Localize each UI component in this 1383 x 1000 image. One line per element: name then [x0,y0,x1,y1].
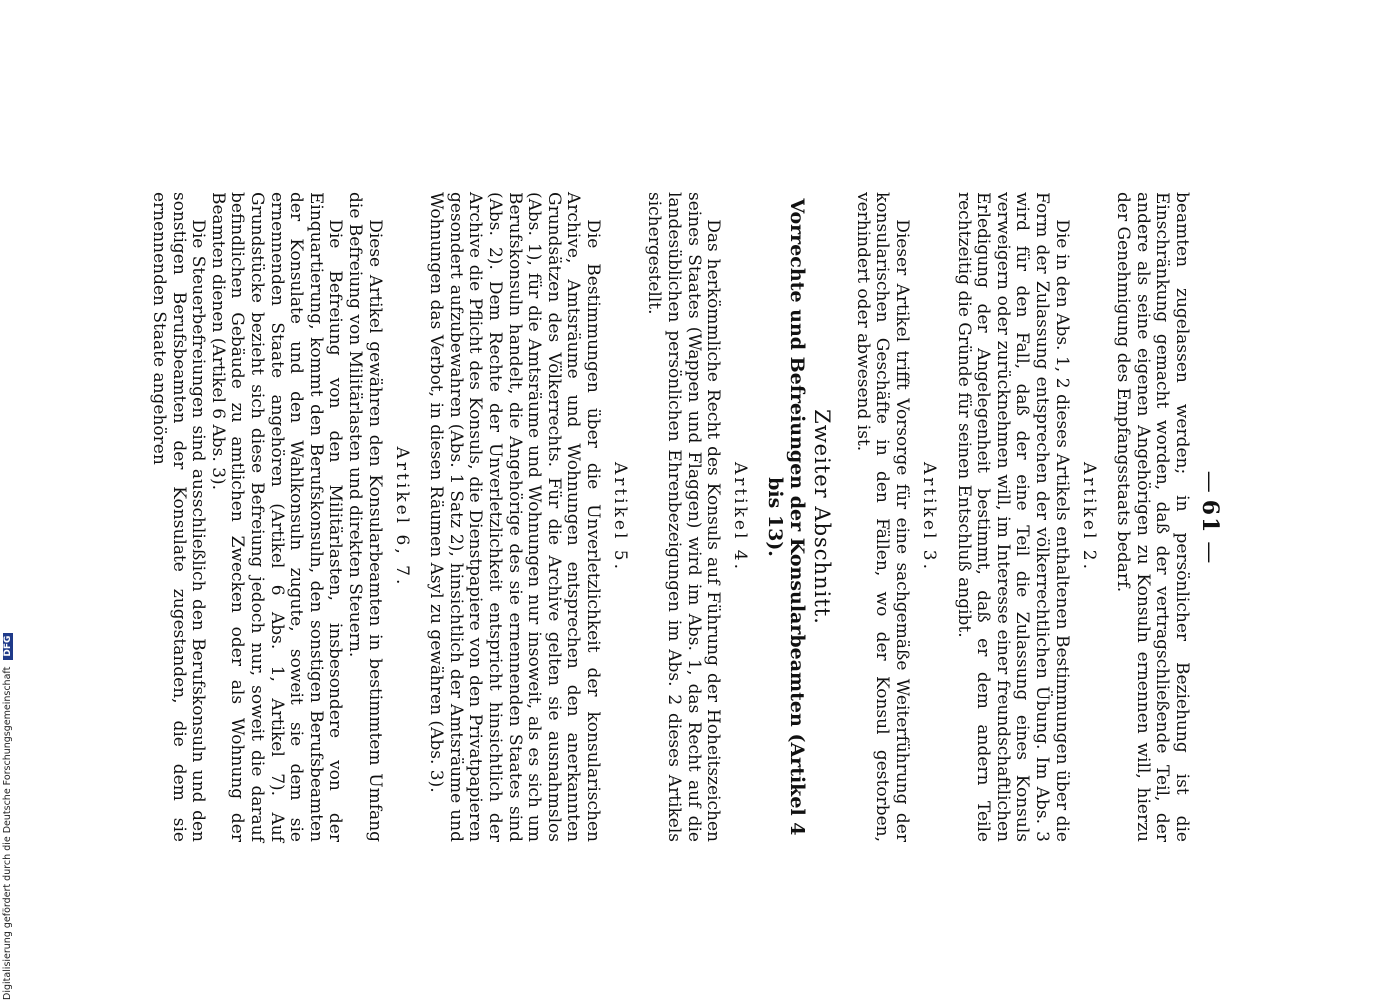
article-6-7-text-2: Die Befreiung von den Militärlasten, insbesondere von der Einquartierung, kommt den Berufskonsuln, den sonstigen Berufsbeamten der Konsulate und den Wahlkonsuln zugute, soweit sie dem sie ernennenden Staate angehören (Artikel 6 Abs. 1, Artikel 7). Auf Grundstücke bezieht sich diese Befreiung jedoch nur, soweit die darauf befindlichen Gebäude zu amtlichen Zwecken oder als Wohnung der Beamten dienen (Artikel 6 Abs. 3). [207,192,346,842]
article-6-7-heading: Artikel 6, 7. [391,446,412,588]
article-5-heading: Artikel 5. [609,461,630,573]
page-content [148,192,1223,842]
article-3-text: Dieser Artikel trifft Vorsorge für eine sachgemäße Weiterführung der konsularischen Geschäfte in den Fällen, wo der Konsul gestorben, verhindert oder abwesend ist. [852,192,913,842]
section-title: Zweiter Abschnitt. [810,409,835,625]
credit-text: Digitalisierung gefördert durch die Deutsche Forschungsgemeinschaft [2,666,13,1000]
article-6-7-text-1: Diese Artikel gewähren den Konsularbeamten in bestimmtem Umfang die Befreiung von Militärlasten und direkten Steuern. [344,192,385,842]
section-subtitle: Vorrechte und Befreiungen der Konsularbeamten (Artikel 4 bis 13). [764,198,809,836]
digitization-credit [2,0,16,1000]
header-dash-left: — [1197,470,1222,493]
article-5-text: Die Bestimmungen über die Unverletzlichkeit der konsularischen Archive, Amtsräume und Wohnungen entsprechen den anerkannten Grundsätzen des Völkerrechts. Für die Archive gelten sie ausnahmslos (Abs. 1), für die Amtsräume und Wohnungen nur insoweit, als es sich um Berufskonsuln handelt, die Angehörige des sie ernennenden Staates sind (Abs. 2). Dem Rechte der Unverletzlichkeit entspricht hinsichtlich der Archive die Pflicht des Konsuls, die Dienstpapiere von den Privatpapieren gesondert aufzubewahren (Abs. 1 Satz 2), hinsichtlich der Amtsräume und Wohnungen das Verbot, in diesen Räumen Asyl zu gewähren (Abs. 3). [426,192,603,842]
header-dash-right: — [1197,541,1222,564]
article-2-heading: Artikel 2. [1078,461,1099,573]
page-number: 61 [1197,499,1223,535]
article-6-7-text-3: Die Steuerbefreiungen sind ausschließlich den Berufskonsuln und den sonstigen Berufsbeamten der Konsulate zugestanden, die dem sie ernennenden Staate angehören [149,192,209,842]
article-3-heading: Artikel 3. [919,461,940,573]
dfg-logo: DFG [3,633,13,660]
article-4-heading: Artikel 4. [730,461,751,573]
article-4-text: Das herkömmliche Recht des Konsuls auf Führung der Hoheitszeichen seines Staates (Wappen und Flaggen) wird im Abs. 1, das Recht auf die landesüblichen persönlichen Ehrenbezeigungen im Abs. 2 dieses Artikels sichergestellt. [644,192,724,842]
page-header [1197,192,1223,842]
intro-paragraph: beamten zugelassen werden; in persönlicher Beziehung ist die Einschränkung gemacht worden, daß der vertragschließende Teil, der andere als seine eigenen Angehörigen zu Konsuln ernennen will, hierzu der Genehmigung des Empfangsstaats bedarf. [1113,192,1192,842]
article-2-text: Die in den Abs. 1, 2 dieses Artikels enthaltenen Bestimmungen über die Form der Zulassung entsprechen der völkerrechtlichen Übung. Im Abs. 3 wird für den Fall, daß der eine Teil die Zulassung eines Konsuls verweigern oder zurücknehmen will, im Interesse einer freundschaftlichen Erledigung der Angelegenheit bestimmt, daß er dem andern Teile rechtzeitig die Gründe für seinen Entschluß angibt. [953,192,1072,842]
